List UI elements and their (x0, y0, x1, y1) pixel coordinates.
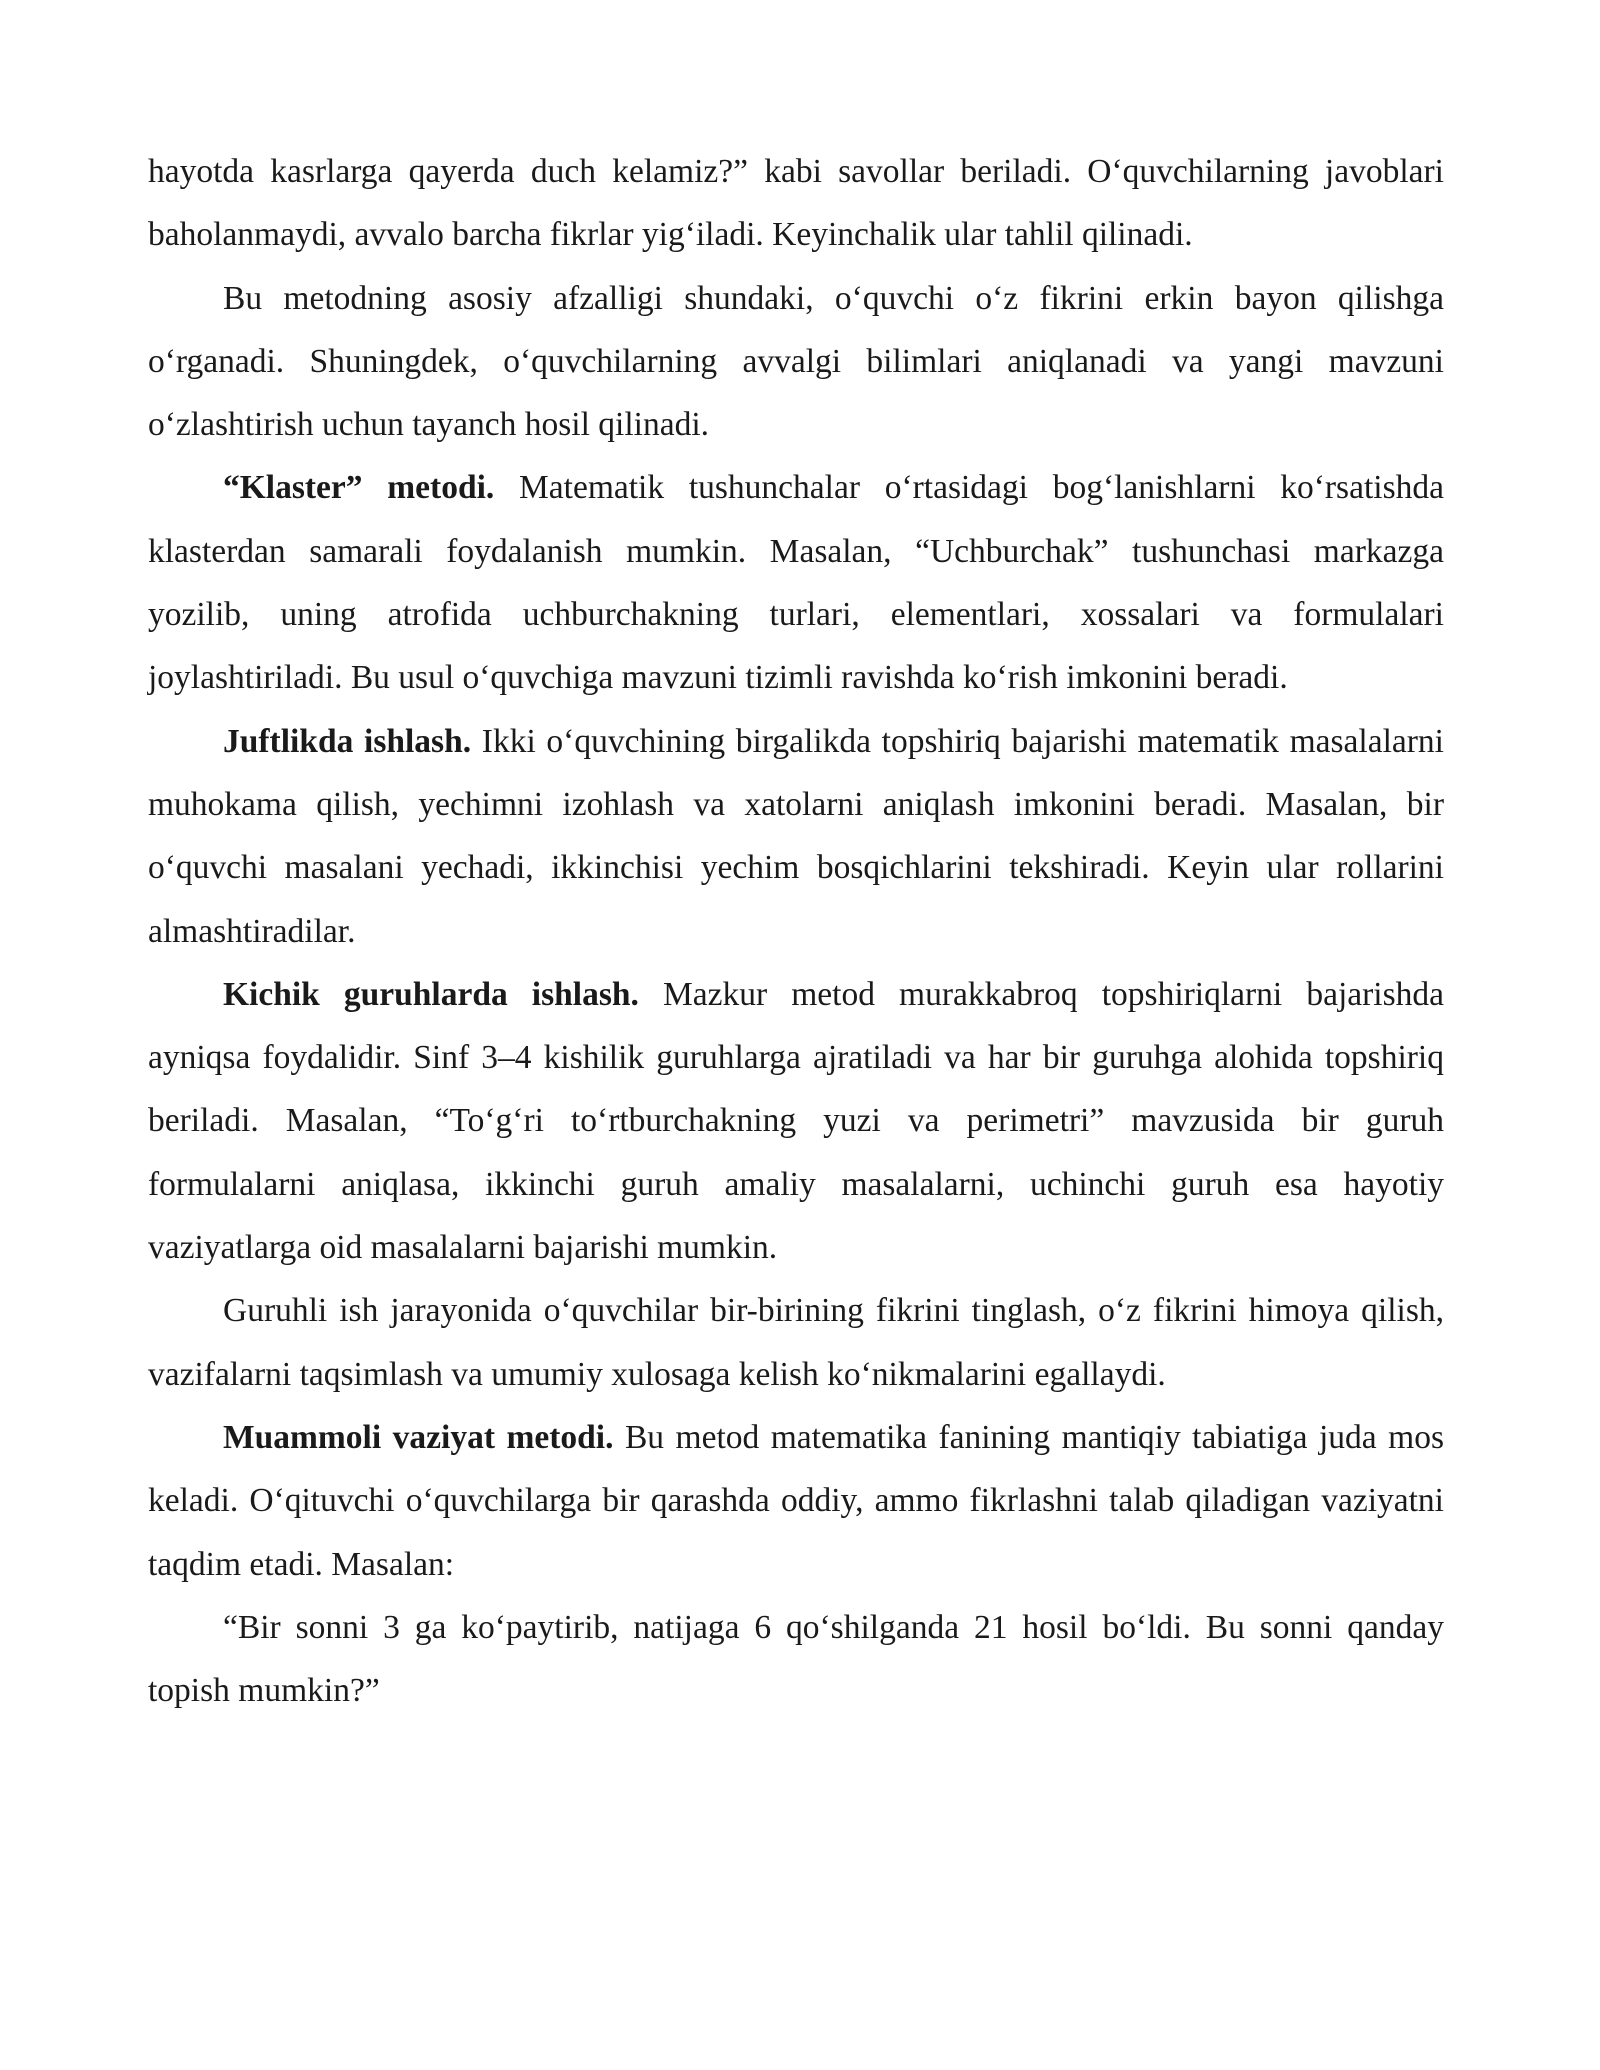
paragraph-cluster-method (148, 456, 1444, 709)
paragraph-brainstorm-continuation (148, 140, 1444, 267)
paragraph-text: Bu metod matematika fanining mantiqiy tabiatiga juda mos keladi. O‘qituvchi o‘quvchilarga bir qarashda oddiy, ammo fikrlashni talab qiladigan vaziyatni taqdim etadi. Masalan: (148, 1418, 1444, 1583)
paragraph-text: Bu metodning asosiy afzalligi shundaki, o‘quvchi o‘z fikrini erkin bayon qilishga o‘rganadi. Shuningdek, o‘quvchilarning avvalgi bilimlari aniqlanadi va yangi mavzuni o‘zlashtirish uchun tayanch hosil qilinadi. (148, 279, 1444, 444)
paragraph-heading: Muammoli vaziyat metodi. (223, 1418, 614, 1456)
paragraph-problem-situation (148, 1406, 1444, 1596)
paragraph-group-skills (148, 1279, 1444, 1406)
paragraph-text: Mazkur metod murakkabroq topshiriqlarni bajarishda ayniqsa foydalidir. Sinf 3–4 kishilik guruhlarga ajratiladi va har bir guruhga alohida topshiriq beriladi. Masalan, “To‘g‘ri to‘rtburchakning yuzi va perimetri” mavzusida bir guruh formulalarni aniqlasa, ikkinchi guruh amaliy masalalarni, uchinchi guruh esa hayotiy vaziyatlarga oid masalalarni bajarishi mumkin. (148, 975, 1444, 1267)
paragraph-text: Guruhli ish jarayonida o‘quvchilar bir-birining fikrini tinglash, o‘z fikrini himoya qilish, vazifalarni taqsimlash va umumiy xulosaga kelish ko‘nikmalarini egallaydi. (148, 1292, 1444, 1393)
paragraph-text: Ikki o‘quvchining birgalikda topshiriq bajarishi matematik masalalarni muhokama qilish, yechimni izohlash va xatolarni aniqlash imkonini beradi. Masalan, bir o‘quvchi masalani yechadi, ikkinchisi yechim bosqichlarini tekshiradi. Keyin ular rollarini almashtiradilar. (148, 722, 1444, 950)
paragraph-example-question (148, 1596, 1444, 1723)
paragraph-text: hayotda kasrlarga qayerda duch kelamiz?” kabi savollar beriladi. O‘quvchilarning javoblari baholanmaydi, avvalo barcha fikrlar yig‘iladi. Keyinchalik ular tahlil qilinadi. (148, 153, 1444, 254)
paragraph-heading: Kichik guruhlarda ishlash. (223, 975, 639, 1013)
paragraph-text: Matematik tushunchalar o‘rtasidagi bog‘lanishlarni ko‘rsatishda klasterdan samarali foydalanish mumkin. Masalan, “Uchburchak” tushunchasi markazga yozilib, uning atrofida uchburchakning turlari, elementlari, xossalari va formulalari joylashtiriladi. Bu usul o‘quvchiga mavzuni tizimli ravishda ko‘rish imkonini beradi. (148, 469, 1444, 697)
paragraph-brainstorm-advantage (148, 267, 1444, 457)
paragraph-text: “Bir sonni 3 ga ko‘paytirib, natijaga 6 qo‘shilganda 21 hosil bo‘ldi. Bu sonni qanday topish mumkin?” (148, 1608, 1444, 1710)
paragraph-small-group-work (148, 963, 1444, 1279)
paragraph-pair-work (148, 710, 1444, 963)
document-page (148, 140, 1444, 1722)
paragraph-heading: “Klaster” metodi. (223, 469, 495, 507)
paragraph-heading: Juftlikda ishlash. (223, 722, 472, 760)
